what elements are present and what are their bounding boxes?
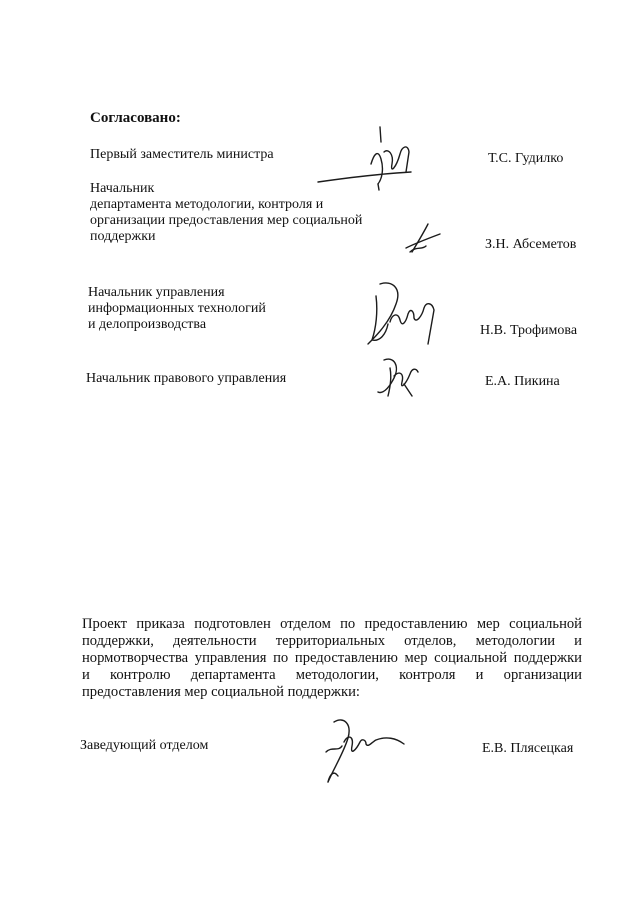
position-line: Начальник правового управления (86, 371, 287, 386)
approval-heading: Согласовано: (90, 110, 181, 126)
signatory-name: Е.А. Пикина (485, 374, 560, 389)
position-line: Начальник управления (88, 285, 225, 300)
paragraph-line: поддержки, деятельности территориальных отделов, методологии и (82, 633, 582, 649)
signatory-name: З.Н. Абсеметов (485, 237, 577, 252)
paragraph-line: нормотворчества управления по предоставлению мер социальной поддержки (82, 650, 582, 666)
footer-paragraph (82, 616, 582, 701)
position-line: Первый заместитель министра (90, 147, 274, 162)
handwritten-signature (402, 222, 442, 256)
position-line: Начальник (90, 181, 155, 196)
signatory-name: Н.В. Трофимова (480, 323, 578, 338)
footer-signatory-position: Заведующий отделом (80, 738, 209, 753)
position-line: и делопроизводства (88, 317, 207, 332)
position-line: департамента методологии, контроля и (90, 197, 324, 212)
footer-signatory-name: Е.В. Плясецкая (482, 741, 574, 756)
signatory-position (90, 147, 274, 163)
handwritten-signature (362, 278, 452, 354)
signatory-position (90, 181, 362, 245)
handwritten-signature (320, 712, 410, 788)
handwritten-signature (374, 354, 424, 400)
position-line: организации предоставления мер социальной (90, 213, 363, 228)
signatory-name: Т.С. Гудилко (488, 151, 564, 166)
position-line: информационных технологий (88, 301, 266, 316)
paragraph-line: и контролю департамента методологии, контроля и организации (82, 667, 582, 683)
paragraph-line: Проект приказа подготовлен отделом по предоставлению мер социальной (82, 616, 582, 632)
paragraph-line: предоставления мер социальной поддержки: (82, 684, 360, 700)
signatory-position (86, 371, 286, 387)
position-line: поддержки (90, 229, 156, 244)
signatory-position (88, 285, 266, 333)
